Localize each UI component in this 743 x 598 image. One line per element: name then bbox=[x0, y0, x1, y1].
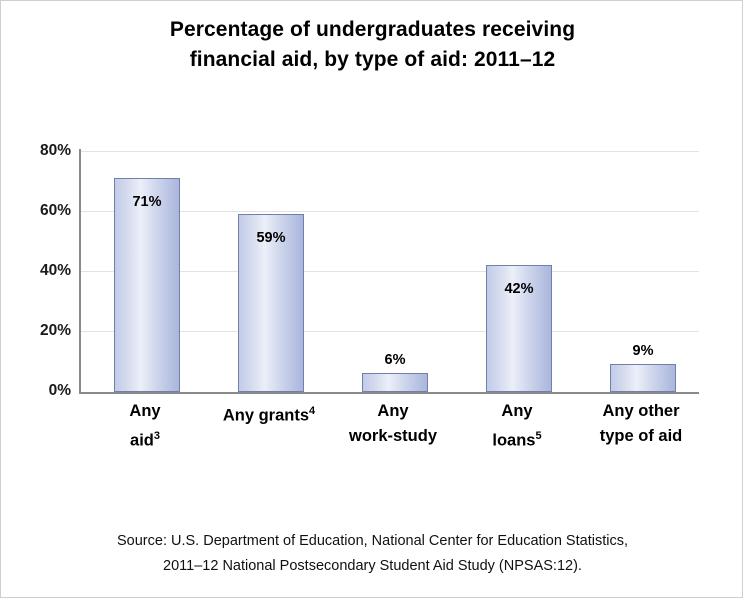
x-axis-labels bbox=[79, 399, 699, 469]
bar-label-any-work-study: 6% bbox=[384, 352, 406, 368]
x-label-any-other-line-2: type of aid bbox=[599, 427, 683, 445]
page-title-line-2: financial aid, by type of aid: 2011–12 bbox=[189, 48, 556, 71]
y-tick-0: 0% bbox=[48, 382, 71, 399]
x-label-any-work-study-line-1: Any bbox=[377, 402, 409, 420]
x-label-any-work-study bbox=[331, 399, 455, 449]
x-label-any-loans-line-2-text: loans bbox=[492, 431, 536, 450]
bar-slot-any-grants bbox=[209, 149, 333, 392]
y-tick-60: 60% bbox=[39, 202, 71, 219]
plot-area bbox=[79, 149, 699, 394]
x-label-any-grants bbox=[207, 399, 331, 429]
bar-label-any-aid: 71% bbox=[132, 194, 162, 210]
bar-any-work-study[interactable] bbox=[362, 373, 428, 392]
source-note-line-1: Source: U.S. Department of Education, National Center for Education Statistics, bbox=[117, 533, 628, 549]
bar-any-other-type-of-aid[interactable] bbox=[610, 364, 676, 392]
y-tick-40: 40% bbox=[39, 262, 71, 279]
page-title bbox=[61, 15, 684, 75]
y-tick-80: 80% bbox=[39, 142, 71, 159]
x-label-any-aid-line-2-text: aid bbox=[130, 431, 154, 450]
x-label-any-loans-line-2 bbox=[455, 424, 579, 454]
y-tick-20: 20% bbox=[39, 322, 71, 339]
plot-wrap bbox=[79, 149, 699, 394]
x-label-any-other-line-1: Any other bbox=[602, 402, 680, 420]
bar-slot-any-other-type-of-aid bbox=[581, 149, 705, 392]
bar-label-any-loans: 42% bbox=[504, 281, 534, 297]
bar-slot-any-loans bbox=[457, 149, 581, 392]
x-label-any-grants-line-1: Any grants bbox=[222, 406, 310, 425]
x-label-any-loans-footnote: 5 bbox=[535, 430, 542, 442]
x-label-any-grants-footnote: 4 bbox=[309, 405, 316, 417]
x-label-any-work-study-line-2: work-study bbox=[348, 427, 437, 445]
bar-any-aid[interactable] bbox=[114, 178, 180, 392]
page-title-line-1: Percentage of undergraduates receiving bbox=[169, 18, 576, 41]
x-label-any-loans-line-1: Any bbox=[501, 402, 533, 420]
source-note-line-2: 2011–12 National Postsecondary Student Aid Study (NPSAS:12). bbox=[163, 558, 582, 574]
x-label-any-aid-footnote: 3 bbox=[153, 430, 160, 442]
x-label-any-aid bbox=[83, 399, 207, 454]
bar-slot-any-aid bbox=[85, 149, 209, 392]
x-label-any-other-type-of-aid bbox=[579, 399, 703, 449]
bar-slot-any-work-study bbox=[333, 149, 457, 392]
x-label-any-loans bbox=[455, 399, 579, 454]
x-label-any-aid-line-1: Any bbox=[129, 402, 161, 420]
bar-label-any-grants: 59% bbox=[256, 230, 286, 246]
y-axis-labels bbox=[9, 142, 71, 399]
source-note bbox=[41, 529, 704, 579]
x-label-any-aid-line-2 bbox=[83, 424, 207, 454]
bar-label-any-other-type-of-aid: 9% bbox=[632, 343, 654, 359]
